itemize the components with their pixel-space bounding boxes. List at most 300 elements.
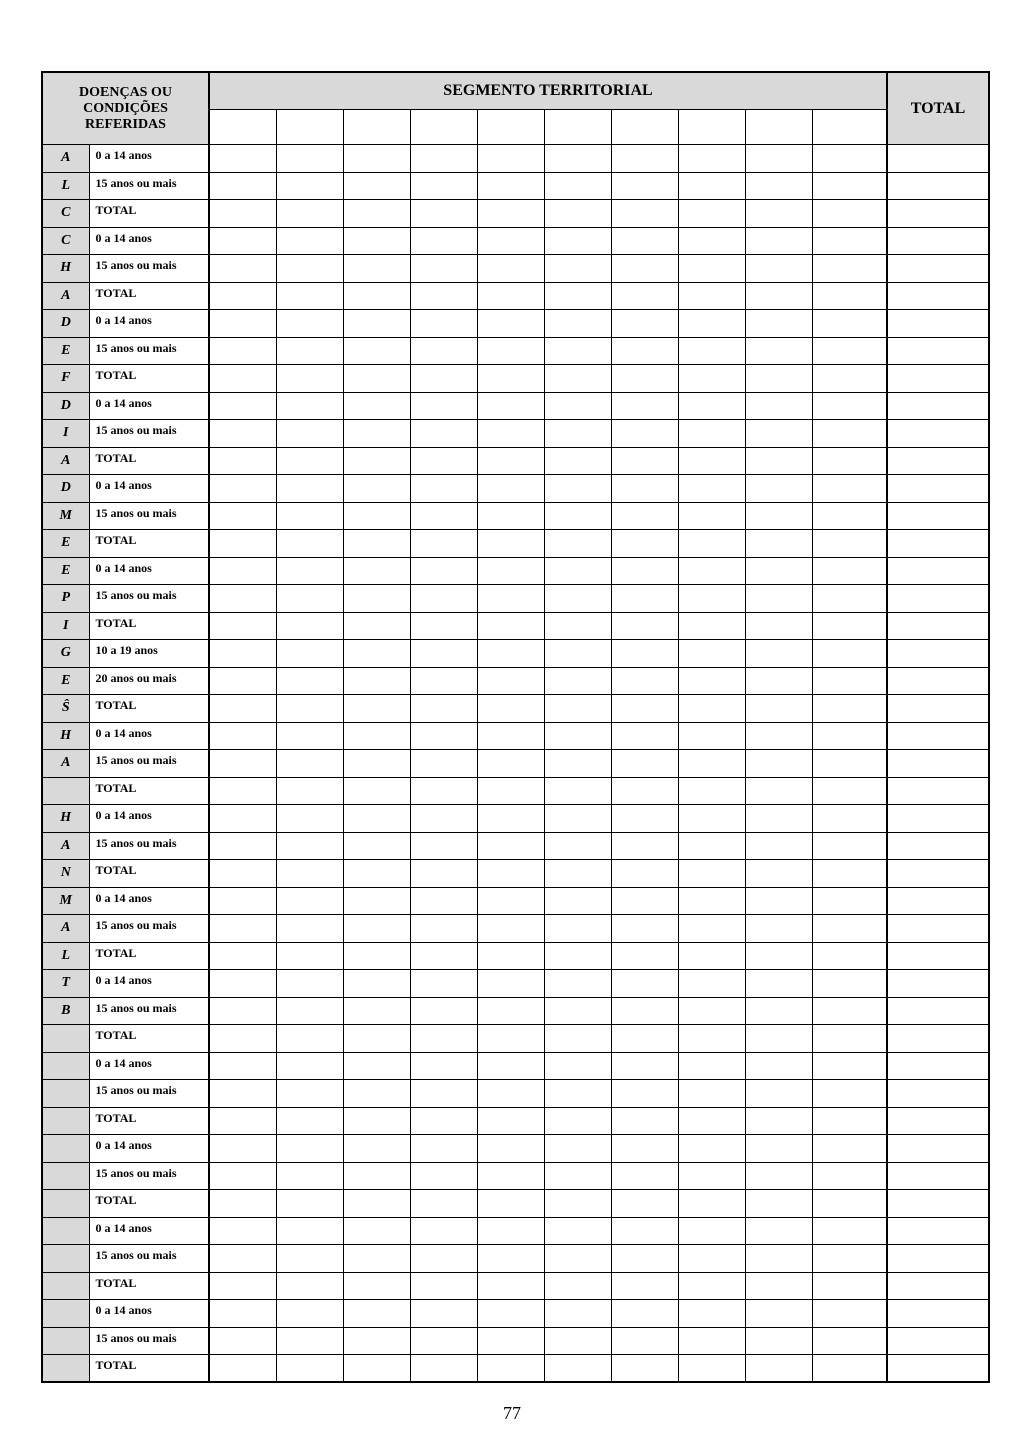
segment-value-cell[interactable] <box>812 915 887 943</box>
segment-value-cell[interactable] <box>209 1080 276 1108</box>
segment-value-cell[interactable] <box>477 530 544 558</box>
segment-value-cell[interactable] <box>544 887 611 915</box>
segment-value-cell[interactable] <box>544 337 611 365</box>
segment-value-cell[interactable] <box>678 1107 745 1135</box>
segment-value-cell[interactable] <box>477 227 544 255</box>
segment-value-cell[interactable] <box>812 337 887 365</box>
segment-value-cell[interactable] <box>544 1190 611 1218</box>
segment-value-cell[interactable] <box>544 447 611 475</box>
segment-value-cell[interactable] <box>276 310 343 338</box>
segment-value-cell[interactable] <box>812 750 887 778</box>
segment-value-cell[interactable] <box>611 1190 678 1218</box>
segment-value-cell[interactable] <box>209 1190 276 1218</box>
segment-value-cell[interactable] <box>745 365 812 393</box>
segment-value-cell[interactable] <box>611 1025 678 1053</box>
segment-value-cell[interactable] <box>209 1355 276 1383</box>
segment-value-cell[interactable] <box>477 255 544 283</box>
segment-value-cell[interactable] <box>410 1300 477 1328</box>
segment-value-cell[interactable] <box>477 1107 544 1135</box>
row-total-cell[interactable] <box>887 1107 989 1135</box>
segment-value-cell[interactable] <box>410 585 477 613</box>
segment-value-cell[interactable] <box>678 860 745 888</box>
row-total-cell[interactable] <box>887 530 989 558</box>
segment-value-cell[interactable] <box>209 1162 276 1190</box>
segment-value-cell[interactable] <box>477 502 544 530</box>
segment-value-cell[interactable] <box>410 420 477 448</box>
segment-value-cell[interactable] <box>544 640 611 668</box>
segment-value-cell[interactable] <box>410 997 477 1025</box>
segment-value-cell[interactable] <box>544 942 611 970</box>
segment-value-cell[interactable] <box>343 337 410 365</box>
segment-value-cell[interactable] <box>611 722 678 750</box>
segment-value-cell[interactable] <box>477 200 544 228</box>
segment-value-cell[interactable] <box>343 227 410 255</box>
segment-value-cell[interactable] <box>678 447 745 475</box>
segment-value-cell[interactable] <box>611 777 678 805</box>
segment-value-cell[interactable] <box>678 777 745 805</box>
segment-value-cell[interactable] <box>209 1300 276 1328</box>
segment-value-cell[interactable] <box>209 887 276 915</box>
segment-value-cell[interactable] <box>276 1272 343 1300</box>
segment-value-cell[interactable] <box>678 255 745 283</box>
segment-value-cell[interactable] <box>611 557 678 585</box>
segment-value-cell[interactable] <box>611 942 678 970</box>
segment-value-cell[interactable] <box>410 447 477 475</box>
row-total-cell[interactable] <box>887 750 989 778</box>
segment-value-cell[interactable] <box>745 447 812 475</box>
segment-value-cell[interactable] <box>544 420 611 448</box>
segment-value-cell[interactable] <box>544 667 611 695</box>
segment-value-cell[interactable] <box>544 145 611 173</box>
segment-value-cell[interactable] <box>343 612 410 640</box>
segment-value-cell[interactable] <box>544 282 611 310</box>
segment-column-header[interactable] <box>477 110 544 145</box>
segment-value-cell[interactable] <box>209 145 276 173</box>
row-total-cell[interactable] <box>887 557 989 585</box>
row-total-cell[interactable] <box>887 667 989 695</box>
segment-value-cell[interactable] <box>812 1107 887 1135</box>
segment-value-cell[interactable] <box>477 1272 544 1300</box>
segment-value-cell[interactable] <box>343 915 410 943</box>
segment-value-cell[interactable] <box>678 722 745 750</box>
segment-value-cell[interactable] <box>209 750 276 778</box>
segment-value-cell[interactable] <box>276 447 343 475</box>
segment-value-cell[interactable] <box>209 1272 276 1300</box>
segment-value-cell[interactable] <box>410 942 477 970</box>
segment-value-cell[interactable] <box>276 227 343 255</box>
segment-value-cell[interactable] <box>343 420 410 448</box>
segment-value-cell[interactable] <box>410 337 477 365</box>
row-total-cell[interactable] <box>887 997 989 1025</box>
segment-value-cell[interactable] <box>611 172 678 200</box>
segment-value-cell[interactable] <box>611 1107 678 1135</box>
segment-value-cell[interactable] <box>745 942 812 970</box>
segment-value-cell[interactable] <box>544 255 611 283</box>
segment-value-cell[interactable] <box>678 750 745 778</box>
segment-value-cell[interactable] <box>678 1217 745 1245</box>
segment-value-cell[interactable] <box>477 612 544 640</box>
segment-column-header[interactable] <box>812 110 887 145</box>
segment-column-header[interactable] <box>611 110 678 145</box>
segment-value-cell[interactable] <box>477 282 544 310</box>
row-total-cell[interactable] <box>887 200 989 228</box>
segment-value-cell[interactable] <box>343 887 410 915</box>
segment-value-cell[interactable] <box>812 1355 887 1383</box>
row-total-cell[interactable] <box>887 447 989 475</box>
segment-value-cell[interactable] <box>477 1217 544 1245</box>
segment-value-cell[interactable] <box>745 227 812 255</box>
row-total-cell[interactable] <box>887 860 989 888</box>
segment-value-cell[interactable] <box>477 585 544 613</box>
segment-value-cell[interactable] <box>209 1245 276 1273</box>
segment-value-cell[interactable] <box>611 282 678 310</box>
segment-value-cell[interactable] <box>209 172 276 200</box>
segment-value-cell[interactable] <box>678 832 745 860</box>
segment-value-cell[interactable] <box>410 667 477 695</box>
segment-value-cell[interactable] <box>812 557 887 585</box>
segment-value-cell[interactable] <box>812 282 887 310</box>
segment-value-cell[interactable] <box>477 942 544 970</box>
segment-value-cell[interactable] <box>410 1217 477 1245</box>
segment-value-cell[interactable] <box>745 970 812 998</box>
segment-value-cell[interactable] <box>410 227 477 255</box>
segment-value-cell[interactable] <box>678 475 745 503</box>
segment-value-cell[interactable] <box>410 392 477 420</box>
segment-value-cell[interactable] <box>745 695 812 723</box>
segment-value-cell[interactable] <box>678 282 745 310</box>
segment-value-cell[interactable] <box>276 1327 343 1355</box>
segment-value-cell[interactable] <box>611 612 678 640</box>
segment-value-cell[interactable] <box>678 365 745 393</box>
segment-value-cell[interactable] <box>343 1080 410 1108</box>
segment-value-cell[interactable] <box>410 1272 477 1300</box>
segment-value-cell[interactable] <box>812 585 887 613</box>
segment-value-cell[interactable] <box>812 695 887 723</box>
segment-value-cell[interactable] <box>678 915 745 943</box>
segment-value-cell[interactable] <box>745 1355 812 1383</box>
segment-value-cell[interactable] <box>678 585 745 613</box>
segment-value-cell[interactable] <box>812 447 887 475</box>
row-total-cell[interactable] <box>887 777 989 805</box>
segment-value-cell[interactable] <box>678 942 745 970</box>
segment-value-cell[interactable] <box>745 750 812 778</box>
segment-value-cell[interactable] <box>544 1327 611 1355</box>
segment-value-cell[interactable] <box>745 502 812 530</box>
segment-value-cell[interactable] <box>678 1080 745 1108</box>
segment-value-cell[interactable] <box>477 805 544 833</box>
segment-value-cell[interactable] <box>410 1245 477 1273</box>
segment-value-cell[interactable] <box>678 145 745 173</box>
segment-column-header[interactable] <box>343 110 410 145</box>
segment-value-cell[interactable] <box>812 832 887 860</box>
segment-value-cell[interactable] <box>745 1272 812 1300</box>
segment-value-cell[interactable] <box>745 722 812 750</box>
segment-value-cell[interactable] <box>678 1025 745 1053</box>
row-total-cell[interactable] <box>887 612 989 640</box>
segment-value-cell[interactable] <box>343 640 410 668</box>
row-total-cell[interactable] <box>887 1217 989 1245</box>
segment-value-cell[interactable] <box>343 1217 410 1245</box>
segment-value-cell[interactable] <box>477 557 544 585</box>
segment-value-cell[interactable] <box>544 1217 611 1245</box>
segment-value-cell[interactable] <box>544 1245 611 1273</box>
segment-value-cell[interactable] <box>544 1052 611 1080</box>
segment-value-cell[interactable] <box>745 585 812 613</box>
segment-value-cell[interactable] <box>276 1052 343 1080</box>
segment-value-cell[interactable] <box>276 777 343 805</box>
segment-value-cell[interactable] <box>812 1327 887 1355</box>
segment-value-cell[interactable] <box>343 1052 410 1080</box>
segment-column-header[interactable] <box>745 110 812 145</box>
row-total-cell[interactable] <box>887 1025 989 1053</box>
segment-column-header[interactable] <box>678 110 745 145</box>
row-total-cell[interactable] <box>887 502 989 530</box>
segment-value-cell[interactable] <box>343 777 410 805</box>
segment-value-cell[interactable] <box>410 805 477 833</box>
segment-value-cell[interactable] <box>276 557 343 585</box>
segment-value-cell[interactable] <box>209 1107 276 1135</box>
segment-value-cell[interactable] <box>678 1135 745 1163</box>
segment-value-cell[interactable] <box>745 805 812 833</box>
segment-value-cell[interactable] <box>276 255 343 283</box>
segment-value-cell[interactable] <box>544 1300 611 1328</box>
row-total-cell[interactable] <box>887 1300 989 1328</box>
segment-value-cell[interactable] <box>812 1190 887 1218</box>
segment-value-cell[interactable] <box>611 365 678 393</box>
segment-value-cell[interactable] <box>812 612 887 640</box>
segment-value-cell[interactable] <box>611 832 678 860</box>
segment-value-cell[interactable] <box>611 1080 678 1108</box>
segment-value-cell[interactable] <box>544 722 611 750</box>
segment-value-cell[interactable] <box>343 200 410 228</box>
segment-value-cell[interactable] <box>544 557 611 585</box>
segment-value-cell[interactable] <box>343 310 410 338</box>
segment-value-cell[interactable] <box>678 310 745 338</box>
row-total-cell[interactable] <box>887 970 989 998</box>
segment-value-cell[interactable] <box>544 915 611 943</box>
segment-value-cell[interactable] <box>276 722 343 750</box>
segment-value-cell[interactable] <box>678 1190 745 1218</box>
row-total-cell[interactable] <box>887 365 989 393</box>
segment-value-cell[interactable] <box>812 722 887 750</box>
segment-value-cell[interactable] <box>544 695 611 723</box>
segment-value-cell[interactable] <box>343 667 410 695</box>
segment-column-header[interactable] <box>410 110 477 145</box>
segment-value-cell[interactable] <box>477 1327 544 1355</box>
segment-value-cell[interactable] <box>477 887 544 915</box>
segment-value-cell[interactable] <box>209 585 276 613</box>
segment-value-cell[interactable] <box>276 640 343 668</box>
segment-value-cell[interactable] <box>276 1355 343 1383</box>
segment-value-cell[interactable] <box>410 612 477 640</box>
segment-value-cell[interactable] <box>477 915 544 943</box>
segment-value-cell[interactable] <box>812 1135 887 1163</box>
segment-value-cell[interactable] <box>544 227 611 255</box>
segment-value-cell[interactable] <box>745 172 812 200</box>
segment-value-cell[interactable] <box>410 1162 477 1190</box>
segment-value-cell[interactable] <box>611 145 678 173</box>
segment-value-cell[interactable] <box>410 557 477 585</box>
segment-value-cell[interactable] <box>276 1162 343 1190</box>
segment-value-cell[interactable] <box>410 887 477 915</box>
row-total-cell[interactable] <box>887 227 989 255</box>
segment-value-cell[interactable] <box>544 832 611 860</box>
segment-value-cell[interactable] <box>477 860 544 888</box>
segment-value-cell[interactable] <box>745 667 812 695</box>
segment-value-cell[interactable] <box>812 1272 887 1300</box>
segment-value-cell[interactable] <box>477 365 544 393</box>
row-total-cell[interactable] <box>887 145 989 173</box>
row-total-cell[interactable] <box>887 282 989 310</box>
row-total-cell[interactable] <box>887 255 989 283</box>
segment-value-cell[interactable] <box>209 860 276 888</box>
segment-value-cell[interactable] <box>812 1052 887 1080</box>
segment-value-cell[interactable] <box>812 392 887 420</box>
segment-value-cell[interactable] <box>276 695 343 723</box>
segment-value-cell[interactable] <box>611 310 678 338</box>
segment-value-cell[interactable] <box>745 310 812 338</box>
segment-value-cell[interactable] <box>410 970 477 998</box>
segment-value-cell[interactable] <box>276 145 343 173</box>
segment-value-cell[interactable] <box>745 557 812 585</box>
segment-value-cell[interactable] <box>678 887 745 915</box>
segment-value-cell[interactable] <box>410 1355 477 1383</box>
segment-value-cell[interactable] <box>209 1327 276 1355</box>
segment-value-cell[interactable] <box>745 282 812 310</box>
segment-value-cell[interactable] <box>410 200 477 228</box>
segment-value-cell[interactable] <box>611 475 678 503</box>
segment-value-cell[interactable] <box>410 282 477 310</box>
segment-value-cell[interactable] <box>477 777 544 805</box>
segment-value-cell[interactable] <box>477 1162 544 1190</box>
segment-value-cell[interactable] <box>343 585 410 613</box>
segment-value-cell[interactable] <box>544 1107 611 1135</box>
row-total-cell[interactable] <box>887 1135 989 1163</box>
segment-value-cell[interactable] <box>745 1327 812 1355</box>
segment-value-cell[interactable] <box>812 172 887 200</box>
segment-value-cell[interactable] <box>611 915 678 943</box>
segment-value-cell[interactable] <box>678 420 745 448</box>
segment-value-cell[interactable] <box>343 695 410 723</box>
segment-value-cell[interactable] <box>745 640 812 668</box>
row-total-cell[interactable] <box>887 1162 989 1190</box>
segment-value-cell[interactable] <box>477 1355 544 1383</box>
segment-value-cell[interactable] <box>611 1355 678 1383</box>
segment-value-cell[interactable] <box>812 200 887 228</box>
segment-value-cell[interactable] <box>611 392 678 420</box>
segment-value-cell[interactable] <box>209 942 276 970</box>
segment-value-cell[interactable] <box>544 777 611 805</box>
segment-value-cell[interactable] <box>678 1162 745 1190</box>
segment-value-cell[interactable] <box>611 1162 678 1190</box>
segment-value-cell[interactable] <box>812 420 887 448</box>
segment-value-cell[interactable] <box>477 997 544 1025</box>
segment-value-cell[interactable] <box>745 1107 812 1135</box>
segment-value-cell[interactable] <box>209 420 276 448</box>
segment-value-cell[interactable] <box>410 530 477 558</box>
segment-value-cell[interactable] <box>544 1355 611 1383</box>
segment-value-cell[interactable] <box>276 942 343 970</box>
segment-value-cell[interactable] <box>812 970 887 998</box>
segment-value-cell[interactable] <box>812 942 887 970</box>
segment-value-cell[interactable] <box>678 1245 745 1273</box>
segment-value-cell[interactable] <box>544 1272 611 1300</box>
segment-value-cell[interactable] <box>678 172 745 200</box>
segment-value-cell[interactable] <box>209 832 276 860</box>
segment-value-cell[interactable] <box>611 1272 678 1300</box>
segment-value-cell[interactable] <box>209 640 276 668</box>
segment-value-cell[interactable] <box>477 832 544 860</box>
segment-value-cell[interactable] <box>410 1107 477 1135</box>
segment-value-cell[interactable] <box>209 530 276 558</box>
segment-value-cell[interactable] <box>745 1025 812 1053</box>
segment-value-cell[interactable] <box>276 365 343 393</box>
segment-value-cell[interactable] <box>410 365 477 393</box>
segment-value-cell[interactable] <box>343 557 410 585</box>
segment-value-cell[interactable] <box>678 1272 745 1300</box>
segment-value-cell[interactable] <box>276 337 343 365</box>
row-total-cell[interactable] <box>887 1272 989 1300</box>
segment-value-cell[interactable] <box>812 145 887 173</box>
segment-value-cell[interactable] <box>477 970 544 998</box>
row-total-cell[interactable] <box>887 1080 989 1108</box>
segment-value-cell[interactable] <box>343 1300 410 1328</box>
segment-value-cell[interactable] <box>812 997 887 1025</box>
row-total-cell[interactable] <box>887 475 989 503</box>
segment-column-header[interactable] <box>276 110 343 145</box>
segment-value-cell[interactable] <box>343 722 410 750</box>
segment-value-cell[interactable] <box>343 365 410 393</box>
segment-value-cell[interactable] <box>678 997 745 1025</box>
segment-value-cell[interactable] <box>611 1217 678 1245</box>
segment-value-cell[interactable] <box>812 667 887 695</box>
segment-value-cell[interactable] <box>276 1107 343 1135</box>
segment-value-cell[interactable] <box>276 172 343 200</box>
segment-value-cell[interactable] <box>410 172 477 200</box>
segment-value-cell[interactable] <box>812 1245 887 1273</box>
segment-value-cell[interactable] <box>544 1080 611 1108</box>
segment-value-cell[interactable] <box>611 1300 678 1328</box>
segment-value-cell[interactable] <box>812 1217 887 1245</box>
segment-value-cell[interactable] <box>477 172 544 200</box>
segment-value-cell[interactable] <box>745 255 812 283</box>
segment-value-cell[interactable] <box>745 1245 812 1273</box>
row-total-cell[interactable] <box>887 805 989 833</box>
segment-value-cell[interactable] <box>343 1355 410 1383</box>
segment-value-cell[interactable] <box>477 1245 544 1273</box>
segment-value-cell[interactable] <box>611 970 678 998</box>
segment-value-cell[interactable] <box>209 695 276 723</box>
segment-value-cell[interactable] <box>343 172 410 200</box>
segment-value-cell[interactable] <box>343 1107 410 1135</box>
segment-value-cell[interactable] <box>544 475 611 503</box>
segment-value-cell[interactable] <box>678 1327 745 1355</box>
segment-value-cell[interactable] <box>410 475 477 503</box>
segment-value-cell[interactable] <box>343 530 410 558</box>
segment-value-cell[interactable] <box>343 970 410 998</box>
segment-value-cell[interactable] <box>276 860 343 888</box>
segment-value-cell[interactable] <box>544 750 611 778</box>
segment-value-cell[interactable] <box>276 585 343 613</box>
segment-value-cell[interactable] <box>678 557 745 585</box>
row-total-cell[interactable] <box>887 1052 989 1080</box>
segment-value-cell[interactable] <box>745 1135 812 1163</box>
segment-value-cell[interactable] <box>276 667 343 695</box>
row-total-cell[interactable] <box>887 1190 989 1218</box>
segment-value-cell[interactable] <box>812 530 887 558</box>
segment-value-cell[interactable] <box>678 667 745 695</box>
segment-value-cell[interactable] <box>410 502 477 530</box>
